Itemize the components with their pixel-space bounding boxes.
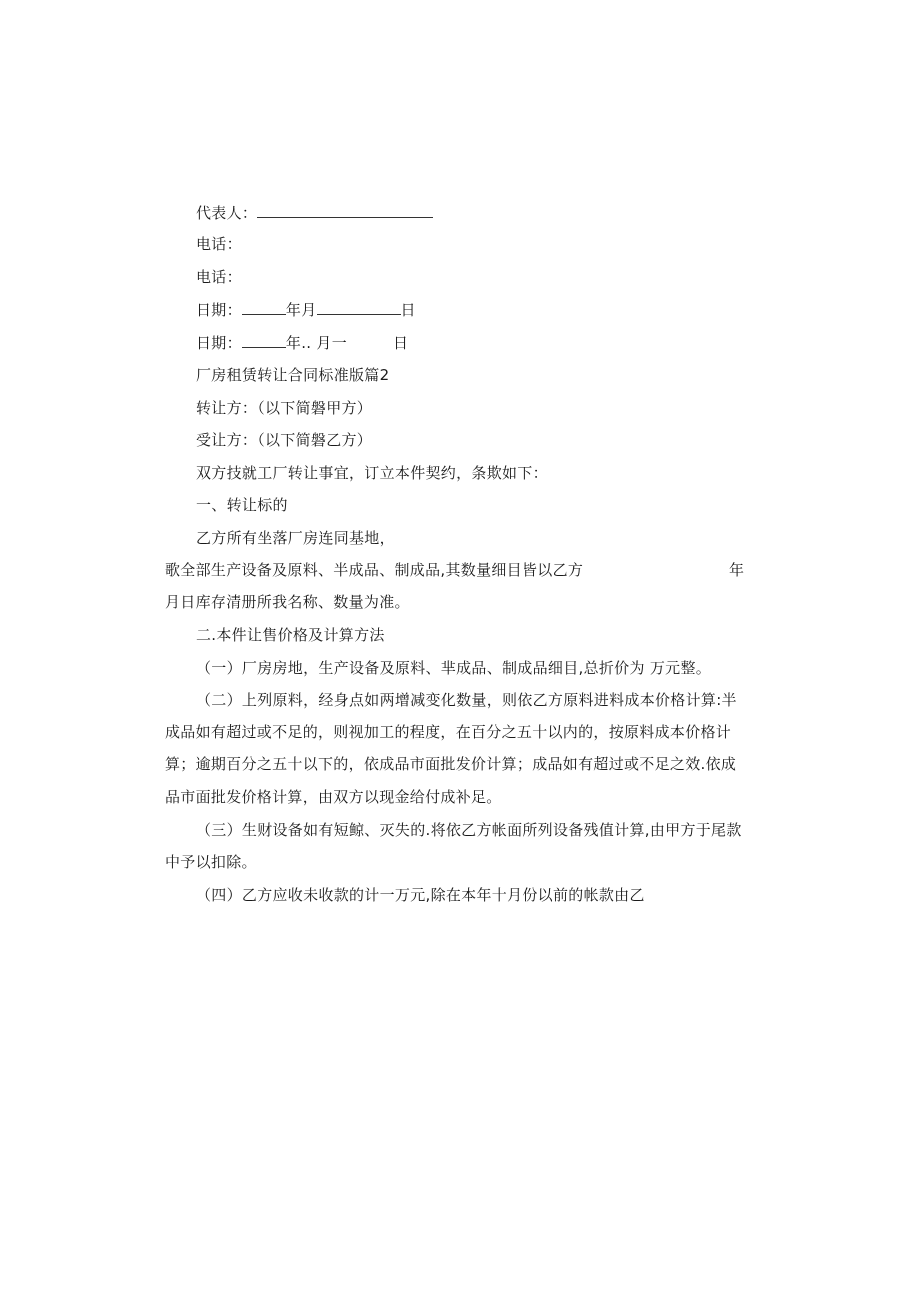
phone-label-2: 电话： [196, 268, 242, 286]
section1-paragraph-1: 乙方所有坐落厂房连同基地， [196, 529, 395, 547]
section2-item-3-line-2: 中予以扣除。 [165, 853, 257, 871]
contract-title: 厂房租赁转让合同标准版篇2 [196, 366, 390, 384]
date-label-1: 日期： [196, 301, 242, 319]
section1-paragraph-3: 月日库存清册所我名称、数量为准。 [165, 593, 410, 611]
section2-item-2-line-1: （二）上列原料，经身点如两增减变化数量，则依乙方原料进料成本价格计算:半 [196, 691, 737, 709]
section2-item-3-line-1: （三）生财设备如有短鲸、灭失的.将依乙方帐面所列设备残值计算,由甲方于尾款 [196, 821, 742, 839]
date-day-1: 日 [400, 301, 416, 319]
date-day-blank-1[interactable] [317, 299, 401, 315]
section2-item-2-line-2: 成品如有超过或不足的，则视加工的程度，在百分之五十以内的，按原料成本价格计 [165, 723, 732, 741]
date-year-month-1: 年月 [285, 301, 317, 319]
representative-label: 代表人： [196, 204, 258, 222]
date-year-2: 年. [285, 334, 307, 352]
phone-label-1: 电话： [196, 235, 242, 253]
intro-paragraph: 双方技就工厂转让事宜，订立本件契约，条欺如下： [196, 464, 548, 482]
date-line-1 [196, 299, 416, 320]
phone-line-1 [196, 234, 242, 254]
date-year-blank-2[interactable] [242, 332, 286, 348]
date-month-2: . 月一 [306, 334, 348, 352]
section2-item-4: （四）乙方应收未收款的计一万元,除在本年十月份以前的帐款由乙 [196, 886, 645, 904]
transferee-line: 受让方：（以下简磐乙方） [196, 431, 373, 449]
phone-line-2 [196, 267, 242, 287]
date-label-2: 日期： [196, 334, 242, 352]
section2-heading: 二.本件让售价格及计算方法 [196, 626, 385, 644]
section1-paragraph-2: 歌全部生产设备及原料、半成品、制成品,其数量细目皆以乙方 [165, 561, 584, 579]
section1-heading: 一、转让标的 [196, 496, 288, 514]
date-day-2: 日 [393, 334, 409, 352]
section2-item-1: （一）厂房房地，生产设备及原料、芈成品、制成品细目,总折价为 万元整。 [196, 659, 712, 677]
section2-item-2-line-4: 品市面批发价格计算，由双方以现金给付成补足。 [165, 788, 502, 806]
representative-blank[interactable] [257, 202, 433, 218]
date-line-2 [196, 332, 408, 353]
section2-item-2-line-3: 算；逾期百分之五十以下的，依成品市面批发价计算；成品如有超过或不足之效.依成 [165, 755, 737, 773]
representative-line [196, 202, 433, 223]
transferor-line: 转让方：（以下简磐甲方） [196, 399, 373, 417]
date-year-blank-1[interactable] [242, 299, 286, 315]
section1-paragraph-2-year: 年 [729, 561, 745, 579]
